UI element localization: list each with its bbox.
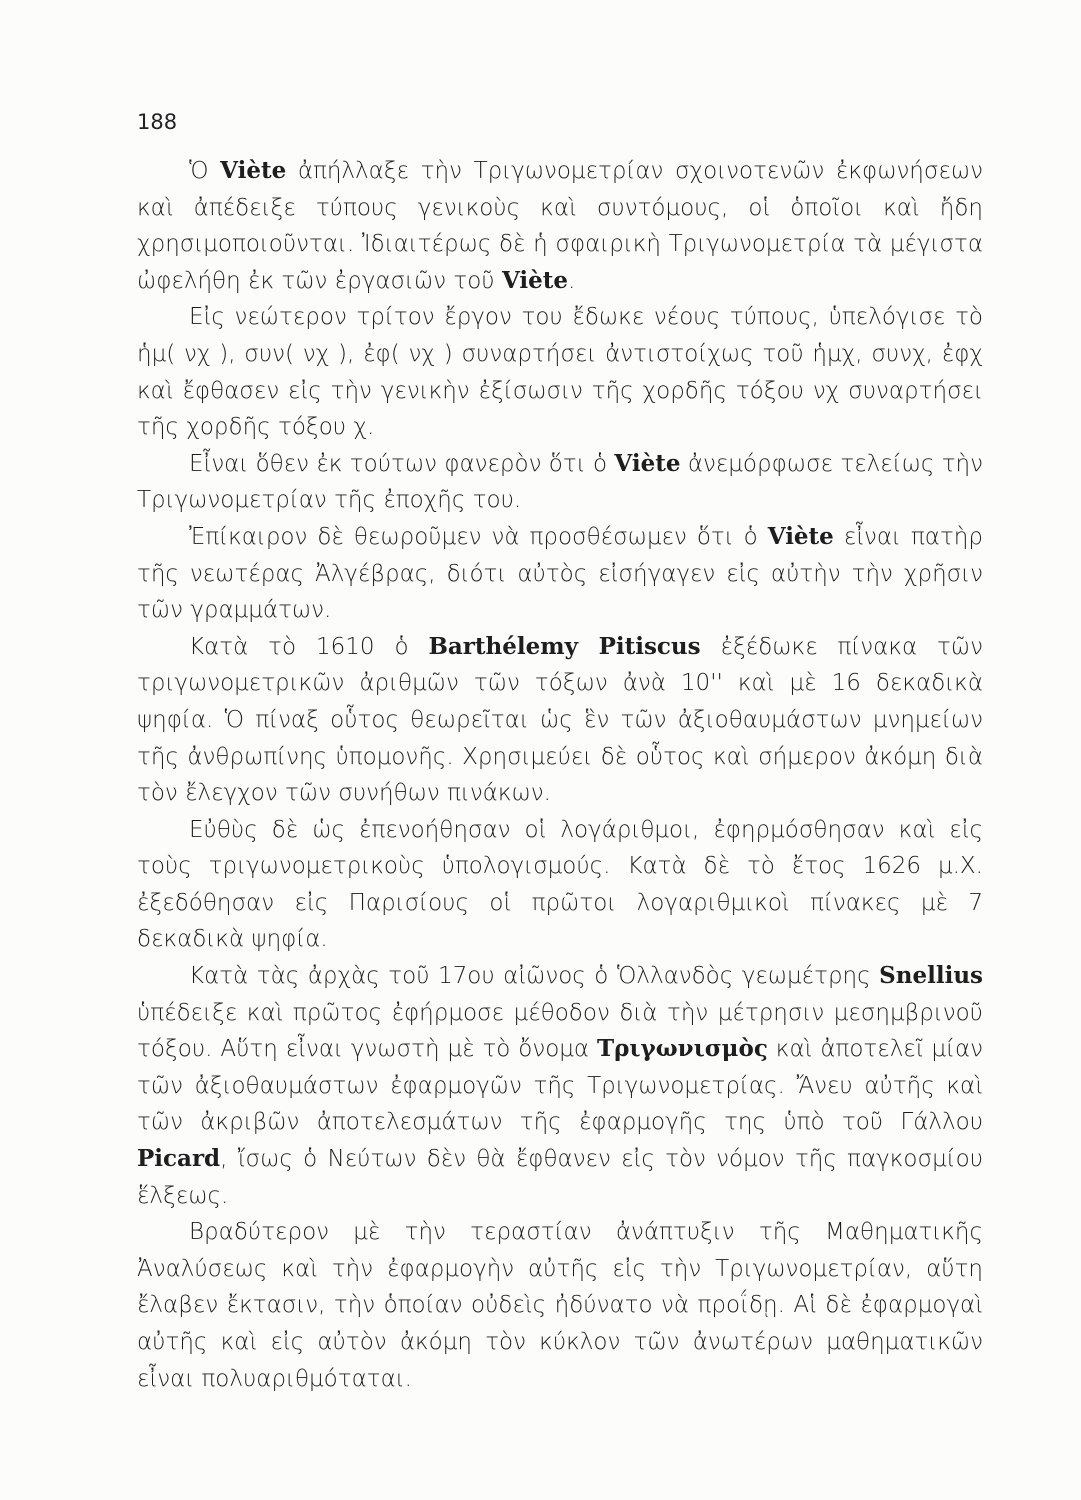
text-run: εἶναι πατὴρ τῆς νεωτέρας Ἀλγέβρας, διότι αὐτὸς εἰσήγαγεν εἰς αὐτὴν τὴν χρῆσιν τῶν γραμμάτων. xyxy=(137,523,983,624)
text-run: ἀπήλλαξε τὴν Τριγωνομετρίαν σχοινοτενῶν ἐκφωνήσεων καὶ ἀπέδειξε τύπους γενικοὺς καὶ συντόμους, οἱ ὁποῖοι καὶ ἤδη χρησιμοποιοῦνται. Ἰδιαιτέρως δὲ ἡ σφαιρικὴ Τριγωνομετρία τὰ μέγιστα ὠφελήθη ἐκ τῶν ἐργασιῶν τοῦ xyxy=(137,158,983,294)
paragraph xyxy=(137,153,983,299)
emphasized-name: Τριγωνισμὸς xyxy=(597,1035,768,1063)
text-run: ἐξέδωκε πίνακα τῶν τριγωνομετρικῶν ἀριθμῶν τῶν τόξων ἀνὰ 10'' καὶ μὲ 16 δεκαδικὰ ψηφία. Ὁ πίναξ οὗτος θεωρεῖται ὡς ἓν τῶν ἀξιοθαυμάστων μνημείων τῆς ἀνθρωπίνης ὑπομονῆς. Χρησιμεύει δὲ οὗτος καὶ σήμερον ἀκόμη διὰ τὸν ἔλεγχον τῶν συνήθων πινάκων. xyxy=(137,633,984,807)
text-run: Ἐπίκαιρον δὲ θεωροῦμεν νὰ προσθέσωμεν ὅτι ὁ xyxy=(189,523,768,550)
paragraph xyxy=(137,446,983,519)
emphasized-name: Viète xyxy=(501,266,569,294)
text-run: Βραδύτερον μὲ τὴν τεραστίαν ἀνάπτυξιν τῆς Μαθηματικῆς Ἀναλύσεως καὶ τὴν ἐφαρμογὴν αὐτῆς εἰς τὴν Τριγωνομετρίαν, αὕτη ἔλαβεν ἔκτασιν, τὴν ὁποίαν οὐδεὶς ἠδύνατο νὰ προΐδῃ. Αἱ δὲ ἐφαρμογαὶ αὐτῆς καὶ εἰς αὐτὸν ἀκόμη τὸν κύκλον τῶν ἀνωτέρων μαθηματικῶν εἶναι πολυαριθμόταται. xyxy=(137,1219,983,1392)
paragraph xyxy=(137,299,983,445)
body-text xyxy=(137,153,983,1397)
text-run: Εὐθὺς δὲ ὡς ἐπενοήθησαν οἱ λογάριθμοι, ἐφηρμόσθησαν καὶ εἰς τοὺς τριγωνομετρικοὺς ὑπολογισμούς. Κατὰ δὲ τὸ ἔτος 1626 μ.Χ. ἐξεδόθησαν εἰς Παρισίους οἱ πρῶτοι λογαριθμικοὶ πίνακες μὲ 7 δεκαδικὰ ψηφία. xyxy=(137,816,983,953)
paragraph xyxy=(137,812,983,958)
text-run: Κατὰ τὸ 1610 ὁ xyxy=(189,633,429,660)
emphasized-name: Snellius xyxy=(879,962,983,990)
text-run: , ἴσως ὁ Νεύτων δὲν θὰ ἔφθανεν εἰς τὸν νόμον τῆς παγκοσμίου ἕλξεως. xyxy=(137,1146,983,1209)
paragraph xyxy=(137,629,983,812)
text-run: καὶ ἀποτελεῖ μίαν τῶν ἀξιοθαυμάστων ἐφαρμογῶν τῆς Τριγωνομετρίας. Ἄνευ αὐτῆς καὶ τῶν ἀκριβῶν ἀποτελεσμάτων τῆς ἐφαρμογῆς της ὑπὸ τοῦ Γάλλου xyxy=(137,1036,983,1136)
page-number: 188 xyxy=(137,110,178,134)
emphasized-name: Viète xyxy=(220,157,287,184)
text-run: . xyxy=(568,267,576,294)
text-run: Κατὰ τὰς ἀρχὰς τοῦ 17ου αἰῶνος ὁ Ὁλλανδὸς γεωμέτρης xyxy=(189,963,880,990)
paragraph xyxy=(137,1214,983,1397)
emphasized-name: Barthélemy Pitiscus xyxy=(428,632,701,660)
emphasized-name: Picard xyxy=(137,1145,221,1173)
text-run: ἀνεμόρφωσε τελείως τὴν Τριγωνομετρίαν τῆς ἐποχῆς του. xyxy=(137,450,983,514)
paragraph xyxy=(137,519,983,629)
text-run: Ὁ xyxy=(189,158,221,184)
paragraph xyxy=(137,958,983,1214)
emphasized-name: Viète xyxy=(614,449,681,477)
text-run: Εἰς νεώτερον τρίτον ἔργον του ἔδωκε νέους τύπους, ὑπελόγισε τὸ ἡμ( νχ ), συν( νχ ), ἐφ( νχ ) συναρτήσει ἀντιστοίχως τοῦ ἡμχ, συνχ, ἐφχ καὶ ἔφθασεν εἰς τὴν γενικὴν ἐξίσωσιν τῆς χορδῆς τόξου νχ συναρτήσει τῆς χορδῆς τόξου χ. xyxy=(137,304,983,441)
emphasized-name: Viète xyxy=(767,522,834,550)
text-run: Εἶναι ὅθεν ἐκ τούτων φανερὸν ὅτι ὁ xyxy=(189,450,615,477)
text-run: ὑπέδειξε καὶ πρῶτος ἐφήρμοσε μέθοδον διὰ τὴν μέτρησιν μεσημβρινοῦ τόξου. Αὕτη εἶναι γνωστὴ μὲ τὸ ὄνομα xyxy=(137,999,983,1063)
